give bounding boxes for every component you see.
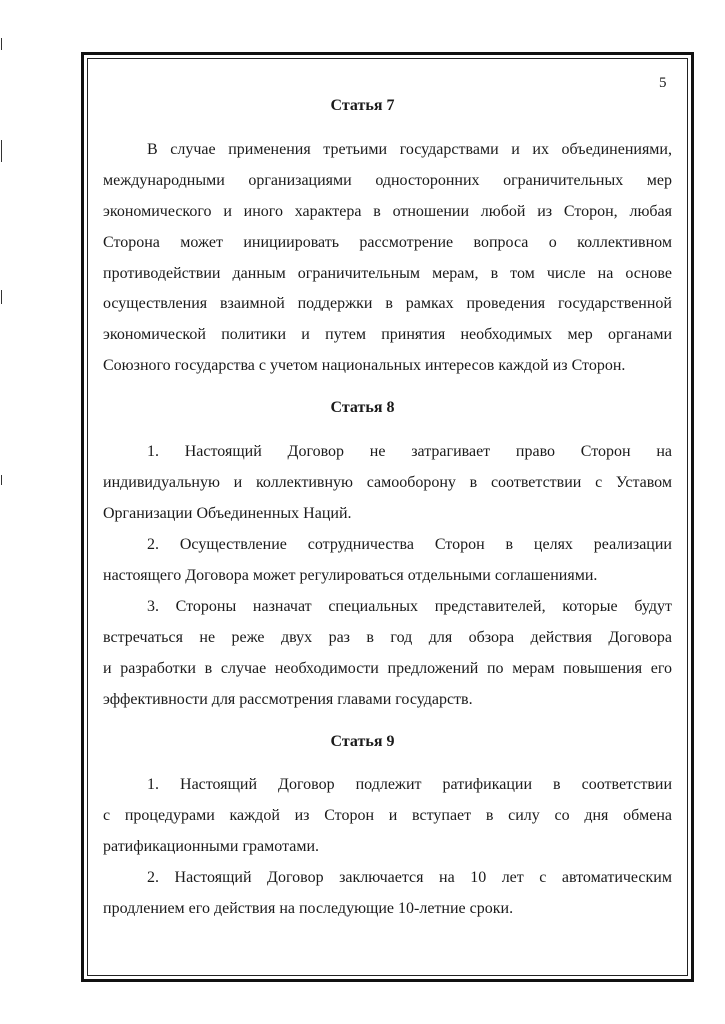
scan-margin-mark	[1, 38, 2, 50]
text-line: индивидуальную и коллективную самооборону в соответствии с Уставом	[103, 474, 672, 491]
text-line: Сторона может инициировать рассмотрение вопроса о коллективном	[103, 234, 672, 251]
page-number: 5	[659, 75, 667, 91]
scan-margin-mark	[1, 290, 2, 304]
text-line: 1. Настоящий Договор подлежит ратификации в соответствии	[147, 776, 672, 793]
text-line: настоящего Договора может регулироваться отдельными соглашениями.	[103, 567, 598, 584]
text-line: экономического и иного характера в отношении любой из Сторон, любая	[103, 203, 672, 220]
text-line: В случае применения третьими государствами и их объединениями,	[147, 141, 672, 158]
text-line: 1. Настоящий Договор не затрагивает право Сторон на	[147, 443, 672, 460]
text-line: 2. Осуществление сотрудничества Сторон в целях реализации	[147, 536, 672, 553]
article-heading: Статья 9	[330, 733, 395, 750]
text-line: экономической политики и путем принятия необходимых мер органами	[103, 326, 672, 343]
text-line: встречаться не реже двух раз в год для обзора действия Договора	[103, 629, 672, 646]
text-line: с процедурами каждой из Сторон и вступает в силу со дня обмена	[103, 807, 672, 824]
article-heading: Статья 8	[330, 399, 395, 416]
text-line: эффективности для рассмотрения главами государств.	[103, 691, 473, 708]
text-line: продлением его действия на последующие 10-летние сроки.	[103, 900, 514, 917]
text-line: 2. Настоящий Договор заключается на 10 лет с автоматическим	[147, 869, 672, 886]
text-line: и разработки в случае необходимости предложений по мерам повышения его	[103, 660, 672, 677]
text-line: противодействии данным ограничительным мерам, в том числе на основе	[103, 265, 672, 282]
text-line: ратификационными грамотами.	[103, 838, 320, 855]
scan-margin-mark	[1, 140, 2, 162]
article-heading: Статья 7	[330, 97, 395, 114]
text-line: Союзного государства с учетом национальных интересов каждой из Сторон.	[103, 357, 626, 374]
text-line: Организации Объединенных Наций.	[103, 505, 352, 522]
scan-margin-mark	[1, 475, 2, 485]
text-line: международными организациями односторонних ограничительных мер	[103, 172, 672, 189]
text-line: осуществления взаимной поддержки в рамках проведения государственной	[103, 295, 672, 312]
text-line: 3. Стороны назначат специальных представителей, которые будут	[147, 598, 672, 615]
